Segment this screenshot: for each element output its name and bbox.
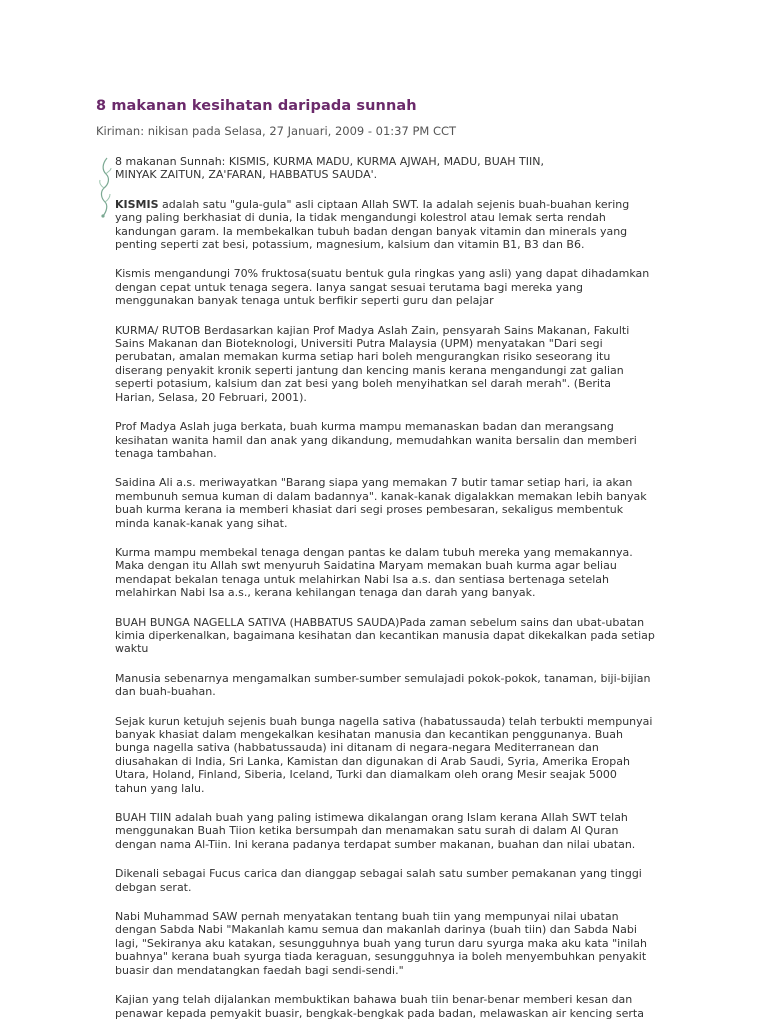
text-line: Sains Makanan dan Bioteknologi, Universiti Putra Malaysia (UPM) menyatakan "Dari segi [115,337,603,351]
text-line: buasir dan mendatangkan faedah bagi sendi-sendi." [115,963,404,977]
paragraph-kajian [115,993,660,1020]
text-line: Prof Madya Aslah juga berkata, buah kurma mampu memanaskan badan dan merangsang [115,420,614,434]
text-line: buahnya" kerana buah syurga tiada keraguan, sesungguhnya ia boleh menyembuhkan penyakit [115,950,647,964]
text-line: MINYAK ZAITUN, ZA'FARAN, HABBATUS SAUDA'. [115,168,378,182]
text-line: melahirkan Nabi Isa a.s., kerana kehilangan tenaga dan darah yang banyak. [115,586,536,600]
paragraph-kismis [115,198,660,252]
text-line: diusahakan di India, Sri Lanka, Kamistan dan digunakan di Arab Saudi, Syria, Amerika Eropah [115,754,630,768]
text-line: dengan cepat untuk tenaga segera. Ianya sangat sesuai terutama bagi mereka yang [115,280,584,294]
paragraph-saidina-ali [115,476,660,530]
text-line: penawar kepada pemyakit buasir, bengkak-bengkak pada badan, melawaskan air kencing serta [115,1006,644,1020]
text-line: diserang penyakit kronik seperti jantung dan kencing manis kerana mengandungi zat galian [115,363,624,377]
text-line: Harian, Selasa, 20 Februari, 2001). [115,390,307,404]
text-line: seperti potasium, kalsium dan zat besi yang boleh menyihatkan sel darah merah". (Berita [115,377,612,391]
text-line: kandungan garam. Ia membekalkan tubuh badan dengan banyak vitamin dan minerals yang [115,224,628,238]
text-line: Nabi Muhammad SAW pernah menyatakan tentang buah tiin yang mempunyai nilai ubatan [115,910,619,924]
text-line: 8 makanan Sunnah: KISMIS, KURMA MADU, KURMA AJWAH, MADU, BUAH TIIN, [115,155,544,168]
text-line: membunuh semua kuman di dalam badannya". kanak-kanak digalakkan memakan lebih banyak [115,489,647,503]
text-line: banyak khasiat dalam mengekalkan kesihatan manusia dan kecantikan penggunanya. Buah [115,728,623,741]
text-line: tenaga tambahan. [115,446,217,460]
paragraph-fruktosa [115,267,660,307]
text-line: lagi, "Sekiranya aku katakan, sesungguhnya buah yang turun daru syurga maka aku kata "inilah [115,936,648,950]
text-line: dan buah-buahan. [115,685,216,699]
text-line: debgan serat. [115,880,192,894]
paragraph-nagella-sativa [115,715,660,795]
paragraph-sumber-semulajadi [115,672,660,699]
text-line: yang paling berkhasiat di dunia, Ia tidak mengandungi kolestrol atau lemak serta rendah [115,211,606,225]
text-line: Kajian yang telah dijalankan membuktikan bahawa buah tiin benar-benar memberi kesan dan [115,993,633,1007]
paragraph-fucus-carica [115,867,660,894]
text-line: minda kanak-kanak yang sihat. [115,516,288,530]
text-line: waktu [115,642,149,656]
text-line: menggunakan banyak tenaga untuk berfikir seperti guru dan pelajar [115,294,494,308]
text-line: Kismis mengandungi 70% fruktosa(suatu bentuk gula ringkas yang asli) yang dapat dihadamkan [115,267,650,281]
text-line [115,198,660,211]
text-line: KURMA/ RUTOB Berdasarkan kajian Prof Madya Aslah Zain, pensyarah Sains Makanan, Fakulti [115,323,630,337]
floral-ornament-icon [98,156,112,220]
text-line: dengan Sabda Nabi "Makanlah kamu semua dan makanlah darinya (buah tiin) dan Sabda Nabi [115,923,637,937]
text-line: menggunakan Buah Tiion ketika bersumpah dan menamakan satu surah di dalam Al Quran [115,824,619,838]
article-title: 8 makanan kesihatan daripada sunnah [96,98,417,114]
text-line: Utara, Holand, Finland, Siberia, Iceland, Turki dan diamalkam oleh orang Mesir seajak 5000 [115,768,617,782]
text-line: BUAH BUNGA NAGELLA SATIVA (HABBATUS SAUDA)Pada zaman sebelum sains dan ubat-ubatan [115,615,645,629]
paragraph-sabda-nabi [115,910,660,977]
text-line: Kurma mampu membekal tenaga dengan pantas ke dalam tubuh mereka yang memakannya. [115,545,633,559]
article-body [115,155,660,1020]
paragraph-habbatus-sauda [115,616,660,656]
paragraph-kurma [115,324,660,404]
paragraph-intro [115,155,660,182]
text-line: Dikenali sebagai Fucus carica dan dianggap sebagai salah satu sumber pemakanan yang tinggi [115,867,642,881]
text-line: Saidina Ali a.s. meriwayatkan "Barang siapa yang memakan 7 butir tamar setiap hari, ia akan [115,476,633,490]
text-line: BUAH TIIN adalah buah yang paling istimewa dikalangan orang Islam kerana Allah SWT telah [115,811,628,825]
paragraph-buah-tiin [115,811,660,851]
paragraph-prof-aslah [115,420,660,460]
text-line: Manusia sebenarnya mengamalkan sumber-sumber semulajadi pokok-pokok, tanaman, biji-bijian [115,671,651,685]
text-line: perubatan, amalan memakan kurma setiap hari boleh mengurangkan risiko seseorang itu [115,350,611,364]
paragraph-kurma-tenaga [115,546,660,600]
article-meta: Kiriman: nikisan pada Selasa, 27 Januari, 2009 - 01:37 PM CCT [96,124,457,138]
text-line: Maka dengan itu Allah swt menyuruh Saidatina Maryam memakan buah kurma agar beliau [115,559,617,573]
text-line: tahun yang lalu. [115,781,205,795]
text-line: kimia diperkenalkan, bagaimana kesihatan dan kecantikan manusia dapat dikekalkan pada setiap [115,628,655,642]
keyword-kismis: KISMIS [115,197,159,211]
text-line: dengan nama Al-Tiin. Ini kerana padanya terdapat sumber makanan, buahan dan nilai ubatan. [115,837,636,851]
text-line: buah kurma kerana ia memberi khasiat dari segi proses pembesaran, sekaligus membentuk [115,503,624,517]
text-fragment: adalah satu "gula-gula" asli ciptaan Allah SWT. Ia adalah sejenis buah-buahan kering [158,197,630,211]
text-line: kesihatan wanita hamil dan anak yang dikandung, memudahkan wanita bersalin dan memberi [115,433,637,447]
text-line: Sejak kurun ketujuh sejenis buah bunga nagella sativa (habatussauda) telah terbukti mempunyai [115,714,653,728]
text-line: mendapat bekalan tenaga untuk melahirkan Nabi Isa a.s. dan sentiasa bertenaga setelah [115,572,610,586]
text-line: bunga nagella sativa (habbatussauda) ini ditanam di negara-negara Mediterranean dan [115,741,599,755]
text-line: penting seperti zat besi, potassium, magnesium, kalsium dan vitamin B1, B3 dan B6. [115,238,585,252]
